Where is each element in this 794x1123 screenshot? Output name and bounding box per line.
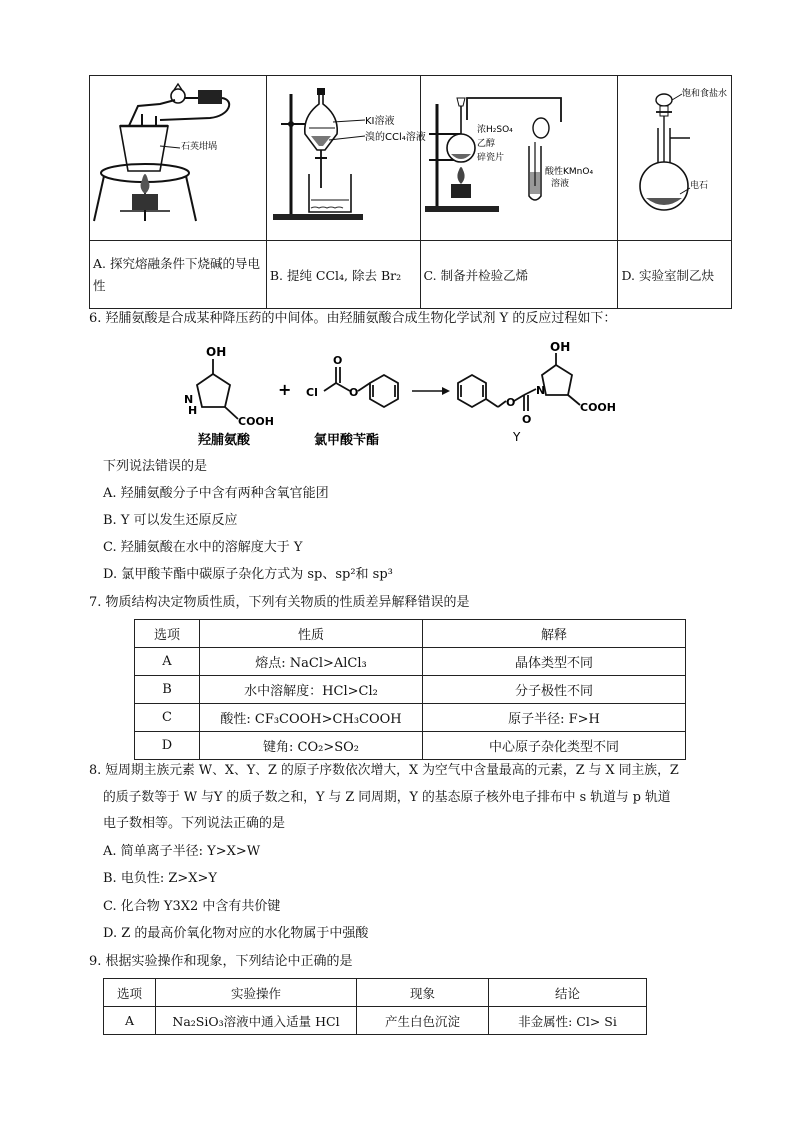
acetylene-preparation-apparatus <box>618 76 730 236</box>
hydroxyproline-nh: H <box>188 404 198 417</box>
q9-cell: 产生白色沉淀 <box>357 1007 489 1035</box>
q7-cell: 晶体类型不同 <box>423 648 686 676</box>
benzyl-chloroformate-structure <box>324 367 398 407</box>
q7-cell: 键角: CO₂>SO₂ <box>200 732 423 760</box>
q7-header-option: 选项 <box>135 620 200 648</box>
hydroxyproline-n: N <box>184 393 194 406</box>
kmno4-label: 酸性KMnO₄ <box>544 167 593 177</box>
q7-cell: 原子半径: F>H <box>423 704 686 732</box>
ki-solution-label: KI溶液 <box>364 116 395 127</box>
q5-image-a-cell <box>90 76 267 241</box>
chloroformate-cl: Cl <box>306 386 318 399</box>
q7-cell: C <box>135 704 200 732</box>
table-row <box>135 676 686 704</box>
q6-option-d: D. 氯甲酸苄酯中碳原子杂化方式为 sp、sp²和 sp³ <box>103 567 393 582</box>
table-row <box>135 648 686 676</box>
hydroxyproline-oh: OH <box>206 345 227 359</box>
product-y-structure <box>458 353 580 411</box>
q8-option-b: B. 电负性: Z>X>Y <box>103 871 217 886</box>
solution-label: 溶液 <box>550 179 569 189</box>
q7-cell: 熔点: NaCl>AlCl₃ <box>200 648 423 676</box>
table-row <box>135 704 686 732</box>
q5-option-d: D. 实验室制乙炔 <box>618 241 732 309</box>
conc-h2so4-label: 浓H₂SO₄ <box>476 125 513 135</box>
hydroxyproline-name: 羟脯氨酸 <box>198 433 251 448</box>
product-oh: OH <box>550 340 571 354</box>
q5-option-c: C. 制备并检验乙烯 <box>420 241 618 309</box>
q6-stem: 6. 羟脯氨酸是合成某种降压药的中间体。由羟脯氨酸合成生物化学试剂 Y 的反应过程如下： <box>89 311 617 326</box>
q7-stem: 7. 物质结构决定物质性质，下列有关物质的性质差异解释错误的是 <box>89 595 470 610</box>
q6-question: 下列说法错误的是 <box>103 459 208 474</box>
q8-option-c: C. 化合物 Y3X2 中含有共价键 <box>103 899 281 914</box>
q8-stem-line-2: 的质子数等于 W 与Y 的质子数之和，Y 与 Z 同周期，Y 的基态原子核外电子排布中 s 轨道与 p 轨道 <box>103 790 671 805</box>
q5-option-a: A. 探究熔融条件下烧碱的导电性 <box>90 241 267 309</box>
separatory-funnel-apparatus <box>267 76 426 236</box>
bromine-ccl4-label: 溴的CCl₄溶液 <box>364 132 426 143</box>
chloroformate-carbonyl-o: O <box>333 354 343 367</box>
table-row <box>135 732 686 760</box>
plus-sign: + <box>278 380 292 399</box>
q5-option-b: B. 提纯 CCl₄, 除去 Br₂ <box>266 241 420 309</box>
q9-cell: A <box>104 1007 156 1035</box>
porcelain-chips-label: 碎瓷片 <box>476 153 504 163</box>
q5-table <box>89 75 732 309</box>
q9-header-option: 选项 <box>104 979 156 1007</box>
ethylene-preparation-apparatus <box>421 76 617 236</box>
q7-header-explanation: 解释 <box>423 620 686 648</box>
q6-option-b: B. Y 可以发生还原反应 <box>103 513 238 528</box>
q7-cell: B <box>135 676 200 704</box>
q9-cell: Na₂SiO₃溶液中通入适量 HCl <box>156 1007 357 1035</box>
q5-image-b-cell <box>266 76 426 241</box>
q6-reaction-scheme <box>180 337 620 452</box>
q9-header-conclusion: 结论 <box>489 979 647 1007</box>
calcium-carbide-label: 电石 <box>690 181 709 191</box>
product-y-label: Y <box>513 430 521 444</box>
crucible-label: 石英坩埚 <box>181 142 218 152</box>
q5-image-d-cell <box>618 76 732 241</box>
chloroformate-name: 氯甲酸苄酯 <box>314 433 380 448</box>
q8-option-a: A. 简单离子半径: Y>X>W <box>103 844 261 859</box>
brine-label: 饱和食盐水 <box>682 89 728 99</box>
q8-option-d: D. Z 的最高价氧化物对应的水化物属于中强酸 <box>103 926 369 941</box>
q7-cell: D <box>135 732 200 760</box>
product-cooh: COOH <box>580 401 616 414</box>
q9-table <box>103 978 647 1035</box>
product-ether-o: O <box>506 396 516 409</box>
ethanol-label: 乙醇 <box>476 139 495 149</box>
q6-option-a: A. 羟脯氨酸分子中含有两种含氧官能团 <box>103 486 329 501</box>
q8-stem-line-1: 8. 短周期主族元素 W、X、Y、Z 的原子序数依次增大，X 为空气中含量最高的元素，Z 与 X 同主族，Z <box>89 763 679 778</box>
q5-image-c-cell <box>420 76 618 241</box>
q9-header-phenomenon: 现象 <box>357 979 489 1007</box>
q9-stem: 9. 根据实验操作和现象，下列结论中正确的是 <box>89 954 353 969</box>
q8-stem-line-3: 电子数相等。下列说法正确的是 <box>103 816 286 831</box>
q9-header-row <box>104 979 647 1007</box>
q7-header-row <box>135 620 686 648</box>
product-n: N <box>536 384 546 397</box>
table-row <box>104 1007 647 1035</box>
product-carbonyl-o: O <box>522 413 532 426</box>
q7-cell: 酸性: CF₃COOH>CH₃COOH <box>200 704 423 732</box>
fused-salt-conductivity-apparatus <box>90 76 265 236</box>
hydroxyproline-structure <box>197 359 238 419</box>
q9-cell: 非金属性: Cl> Si <box>489 1007 647 1035</box>
q7-table <box>134 619 686 760</box>
q9-header-operation: 实验操作 <box>156 979 357 1007</box>
q7-cell: 水中溶解度：HCl>Cl₂ <box>200 676 423 704</box>
hydroxyproline-cooh: COOH <box>238 415 274 428</box>
q6-option-c: C. 羟脯氨酸在水中的溶解度大于 Y <box>103 540 303 555</box>
q7-cell: A <box>135 648 200 676</box>
chloroformate-ether-o: O <box>349 386 359 399</box>
q7-header-property: 性质 <box>200 620 423 648</box>
q7-cell: 中心原子杂化类型不同 <box>423 732 686 760</box>
q7-cell: 分子极性不同 <box>423 676 686 704</box>
